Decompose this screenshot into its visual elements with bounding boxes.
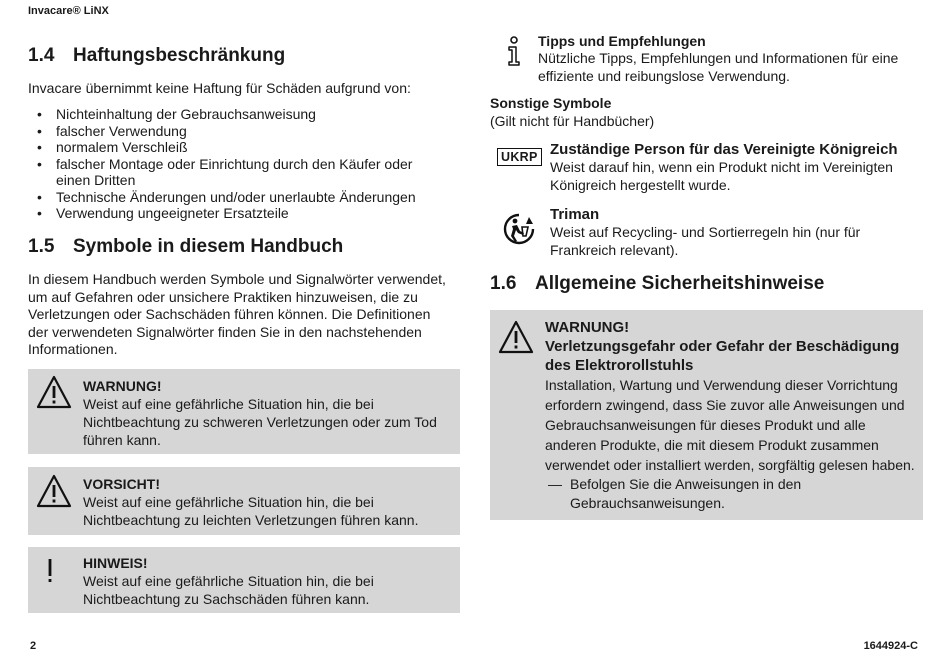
section-1-5-heading [28,236,343,258]
signal-word-warning: WARNUNG! [83,378,162,394]
ukrp-icon: UKRP [497,148,542,166]
ukrp-row [490,141,930,197]
warning-triangle-icon [36,474,72,513]
triman-recycling-icon [502,212,536,251]
list-item: • Nichteinhaltung der Gebrauchsanweisung [28,106,460,123]
notice-box [28,547,460,613]
dash-marker: — [548,476,562,492]
section-title: Allgemeine Sicherheitshinweise [535,273,825,294]
signal-word-warning: WARNUNG! [545,319,630,336]
list-item: • normalem Verschleiß [28,139,460,156]
header-brand: Invacare® LiNX [28,5,109,17]
tips-row [490,32,930,87]
tips-title: Tipps und Empfehlungen [538,33,706,49]
safety-warning-box [490,310,923,520]
warning-triangle-icon [36,375,72,414]
other-symbols-title: Sonstige Symbole [490,95,612,111]
signal-description: Weist auf eine gefährliche Situation hin, die bei Nichtbeachtung zu leichten Verletzungen führen kann. [83,494,419,528]
signal-description: Weist auf eine gefährliche Situation hin, die bei Nichtbeachtung zu Sachschäden führen kann. [83,573,374,607]
section-title: Haftungsbeschränkung [73,45,286,66]
section-number: 1.4 [28,45,55,66]
triman-title: Triman [550,206,600,223]
info-icon [506,36,522,71]
liability-list [28,106,460,222]
signal-word-caution: VORSICHT! [83,476,160,492]
instruction-item [545,475,915,513]
signal-description: Weist auf eine gefährliche Situation hin, die bei Nichtbeachtung zu schweren Verletzungen oder zum Tod führen kann. [83,396,437,448]
tips-text: Nützliche Tipps, Empfehlungen und Informationen für eine effiziente und reibungslose Verwendung. [538,50,899,84]
warning-text: Installation, Wartung und Verwendung dieser Vorrichtung erfordern zwingend, dass Sie zuvor alle Anweisungen und Gebrauchsanweisungen für dieses Produkt und alle anderen Produkte, die mit diesem Produkt zusammen verwendet oder installiert werden, sorgfältig gelesen haben. [545,377,915,473]
liability-intro: Invacare übernimmt keine Haftung für Schäden aufgrund von: [28,80,411,96]
warning-triangle-icon [498,320,534,359]
section-1-6-heading [490,273,824,295]
symbols-intro: In diesem Handbuch werden Symbole und Signalwörter verwendet, um auf Gefahren oder unsichere Praktiken hinzuweisen, die zu Verletzungen oder Sachschäden führen können. Die Definitionen der verwendeten Signalwörter finden Sie in den nachstehenden Informationen. [28,271,446,357]
ukrp-title: Zuständige Person für das Vereinigte Königreich [550,141,898,158]
list-item: • Verwendung ungeeigneter Ersatzteile [28,205,460,222]
triman-text: Weist auf Recycling- und Sortierregeln hin (nur für Frankreich relevant). [550,224,861,258]
other-symbols [490,95,925,130]
list-item: • Technische Änderungen und/oder unerlaubte Änderungen [28,189,460,206]
document-id: 1644924-C [863,640,918,652]
section-title: Symbole in diesem Handbuch [73,236,344,257]
ukrp-text: Weist darauf hin, wenn ein Produkt nicht im Vereinigten Königreich hergestellt wurde. [550,159,893,193]
section-number: 1.5 [28,236,55,257]
list-item: • falscher Verwendung [28,123,460,140]
exclamation-icon [46,557,54,590]
section-1-4-heading [28,45,285,67]
section-number: 1.6 [490,273,517,294]
signal-word-notice: HINWEIS! [83,555,148,571]
warning-box [28,369,460,454]
other-symbols-subtitle: (Gilt nicht für Handbücher) [490,112,655,129]
warning-subtitle: Verletzungsgefahr oder Gefahr der Beschädigung des Elektrorollstuhls [545,338,900,374]
triman-row [490,206,930,262]
list-item: • falscher Montage oder Einrichtung durch den Käufer oder einen Dritten [28,156,460,189]
page-number: 2 [30,640,37,652]
caution-box [28,467,460,535]
instruction-text: Befolgen Sie die Anweisungen in den Gebrauchsanweisungen. [570,476,802,511]
